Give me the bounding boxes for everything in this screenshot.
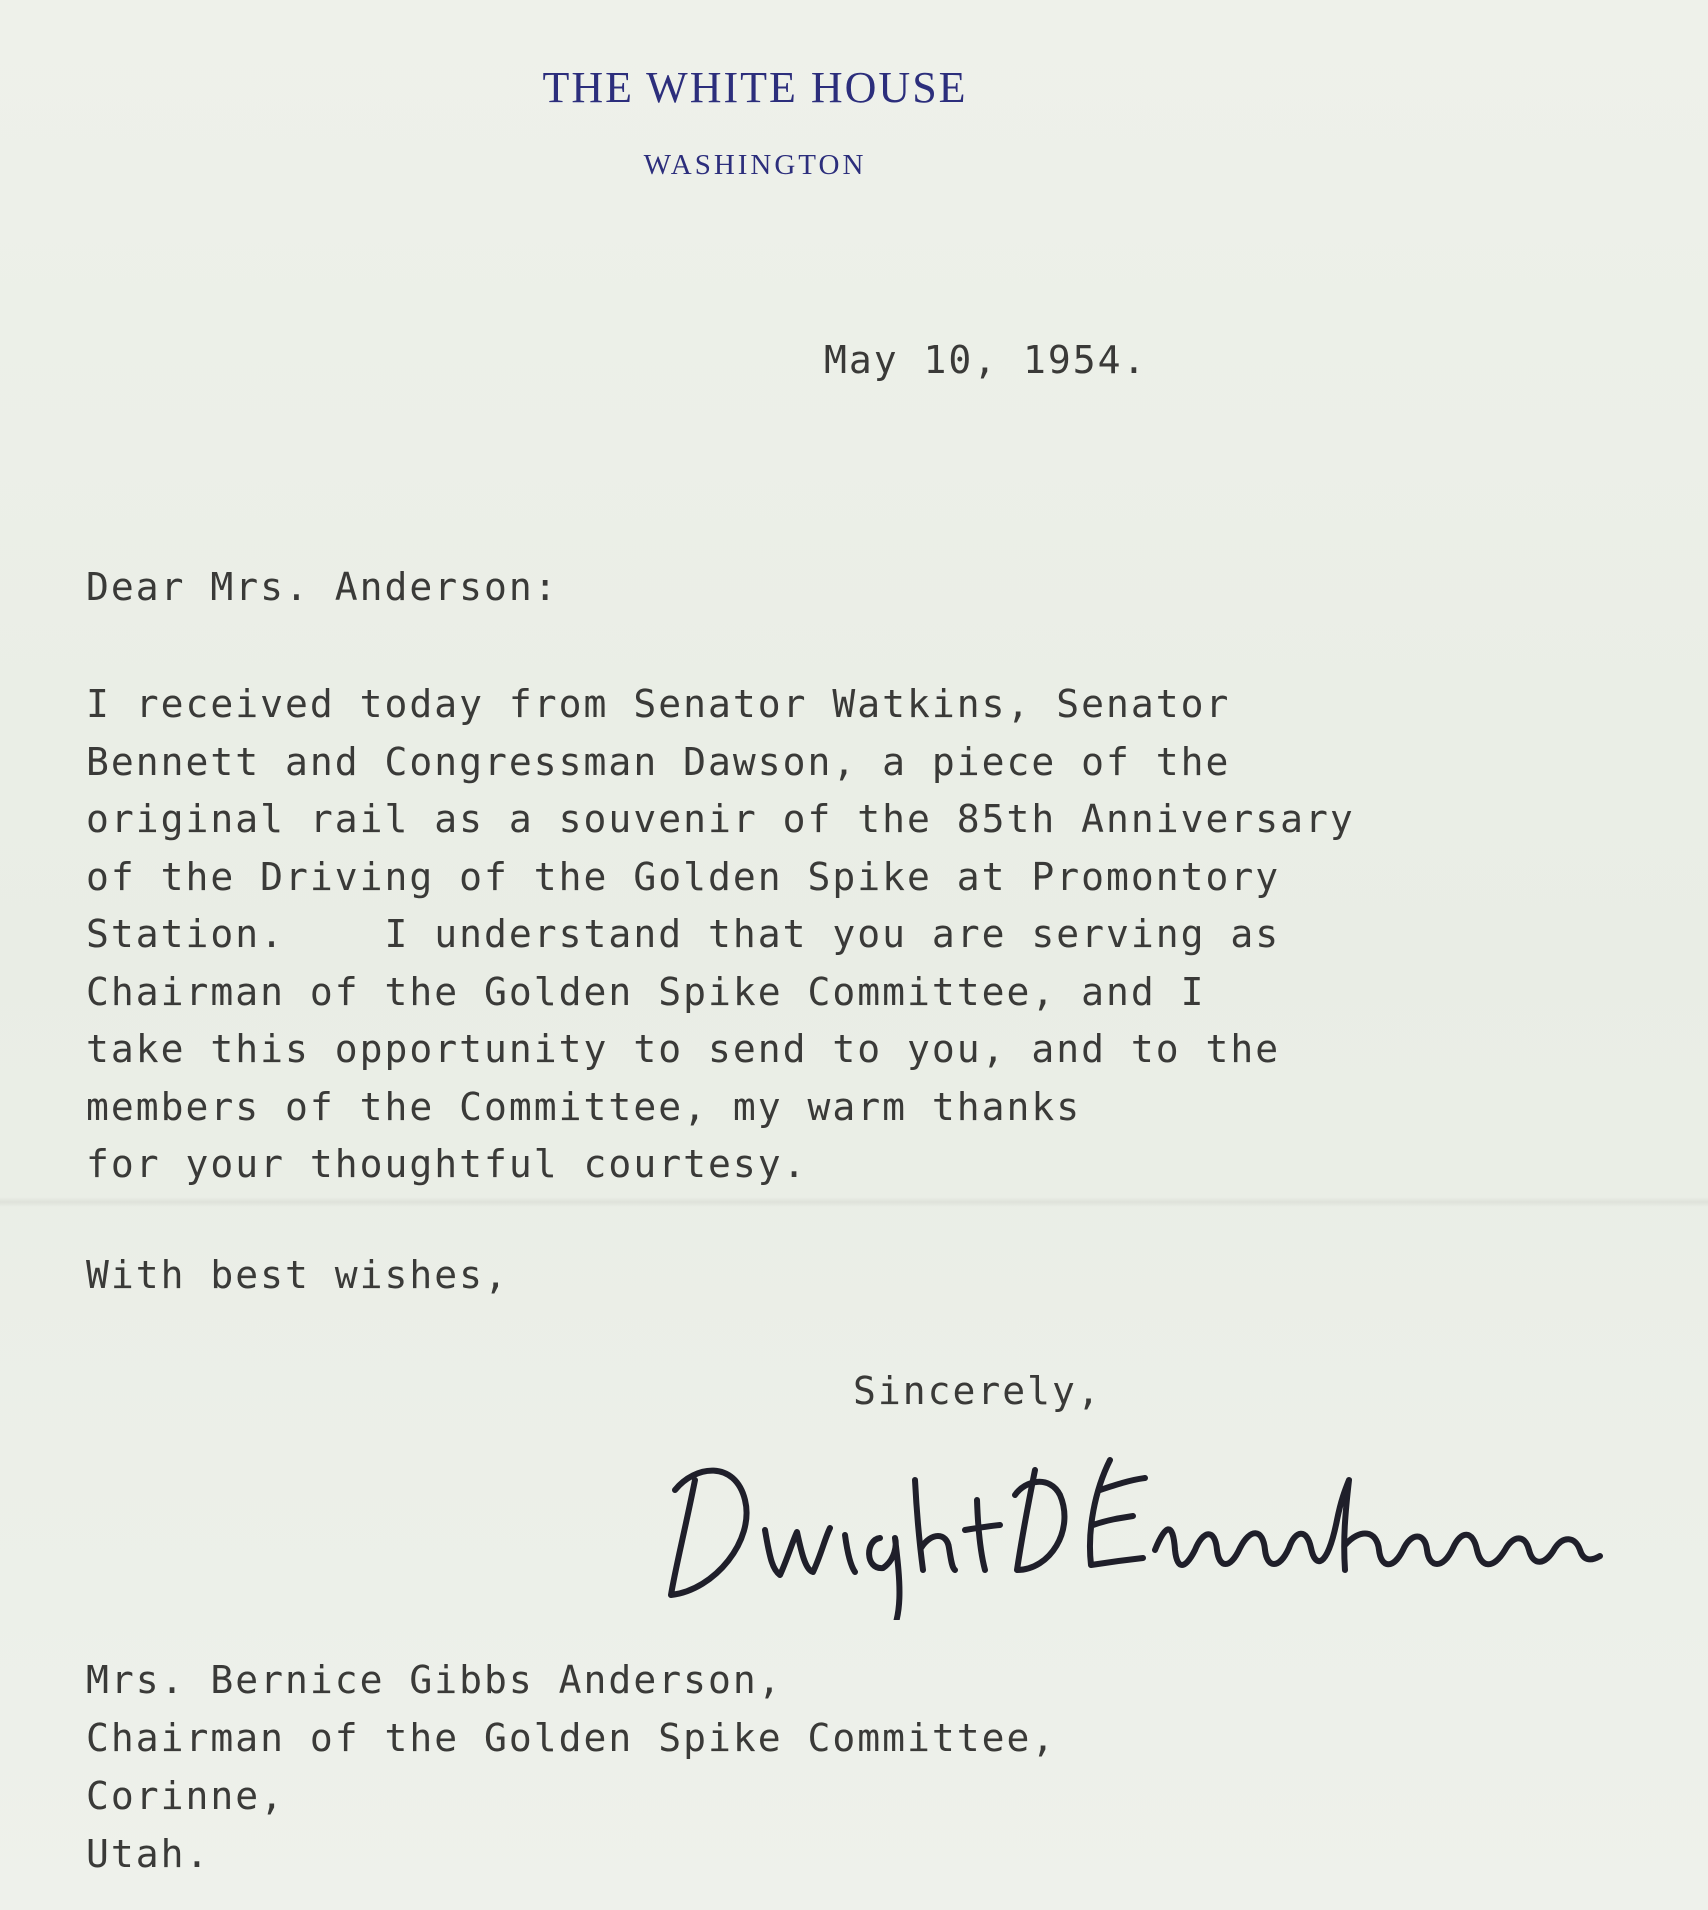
body-line: Bennett and Congressman Dawson, a piece of the (86, 739, 1231, 784)
letterhead-subtitle: WASHINGTON (643, 149, 867, 181)
body-line: I received today from Senator Watkins, Senator (86, 682, 1231, 726)
body-line: for your thoughtful courtesy. (86, 1142, 808, 1186)
sign-off: Sincerely, (853, 1369, 1102, 1413)
body-line: take this opportunity to send to you, and to the (86, 1027, 1281, 1071)
letterhead-title: THE WHITE HOUSE (542, 63, 968, 112)
body-line: Chairman of the Golden Spike Committee, and I (86, 969, 1206, 1014)
address-line: Corinne, (86, 1774, 286, 1818)
signature-image (655, 1420, 1655, 1620)
address-line: Mrs. Bernice Gibbs Anderson, (86, 1658, 783, 1702)
body-line: members of the Committee, my warm thanks (86, 1084, 1082, 1129)
address-line: Utah. (86, 1832, 211, 1876)
recipient-address (86, 1651, 1056, 1883)
letter-body (86, 676, 1486, 1194)
body-line: Station. I understand that you are serving as (86, 912, 1281, 956)
letter-date: May 10, 1954. (824, 338, 1148, 382)
closing: With best wishes, (86, 1253, 509, 1297)
salutation: Dear Mrs. Anderson: (86, 565, 559, 609)
body-line: original rail as a souvenir of the 85th Anniversary (86, 797, 1355, 841)
body-line: of the Driving of the Golden Spike at Promontory (86, 854, 1281, 899)
address-line: Chairman of the Golden Spike Committee, (86, 1716, 1057, 1760)
paper-fold (0, 1197, 1708, 1207)
